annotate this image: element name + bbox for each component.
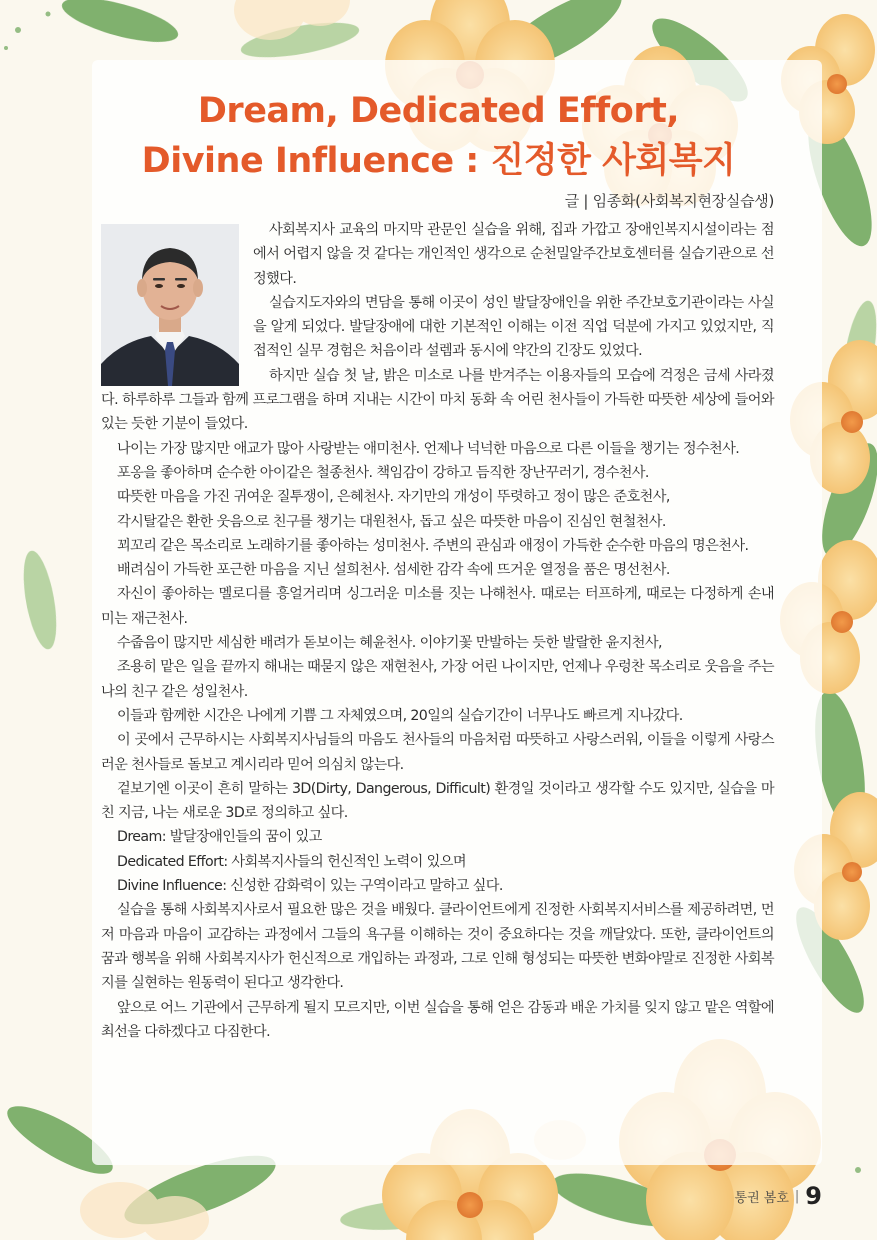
paragraph: 각시탈같은 환한 웃음으로 친구를 챙기는 대원천사, 돕고 싶은 따뜻한 마음이 진심인 현철천사.: [117, 513, 666, 530]
paragraph: 수줍음이 많지만 세심한 배려가 돋보이는 혜윤천사. 이야기꽃 만발하는 듯한 발랄한 윤지천사,: [117, 635, 662, 652]
article-body: [101, 218, 774, 1044]
paragraph: 조용히 맡은 일을 끝까지 해내는 때묻지 않은 재현천사, 가장 어린 나이지만, 언제나 우렁찬 목소리로 웃음을 주는 나의 친구 같은 성일천사.: [101, 659, 774, 700]
paragraph: 꾀꼬리 같은 목소리로 노래하기를 좋아하는 성미천사. 주변의 관심과 애정이 가득한 순수한 마음의 명은천사.: [117, 537, 749, 554]
page-number: 9: [805, 1182, 822, 1210]
article-title: [0, 86, 877, 186]
paragraph: 겉보기엔 이곳이 흔히 말하는 3D(Dirty, Dangerous, Difficult) 환경일 것이라고 생각할 수도 있지만, 실습을 마친 지금, 나는 새로운 3D로 정의하고 싶다.: [101, 780, 774, 822]
page-footer: [735, 1182, 822, 1210]
paragraph: 앞으로 어느 기관에서 근무하게 될지 모르지만, 이번 실습을 통해 얻은 감동과 배운 가치를 잊지 않고 맡은 역할에 최선을 다하겠다고 다짐한다.: [101, 999, 774, 1040]
title-line-2: Divine Influence : 진정한 사회복지: [141, 141, 736, 181]
paragraph: 하지만 실습 첫 날, 밝은 미소로 나를 반겨주는 이용자들의 모습에 걱정은 금세 사라졌다. 하루하루 그들과 함께 프로그램을 하며 지내는 시간이 마치 동화 속 어린 천사들이 가득한 따뜻한 세상에 들어와 있는 듯한 기분이 들었다.: [101, 367, 774, 433]
paragraph: 사회복지사 교육의 마지막 관문인 실습을 위해, 집과 가깝고 장애인복지시설이라는 점에서 어렵지 않을 것 같다는 개인적인 생각으로 순천밀알주간보호센터를 실습기관으로 선정했다.: [253, 222, 774, 287]
paragraph: 이 곳에서 근무하시는 사회복지사님들의 마음도 천사들의 마음처럼 따뜻하고 사랑스러워, 이들을 이렇게 사랑스러운 천사들로 돌보고 계시리라 믿어 의심치 않는다.: [101, 732, 774, 773]
paragraph: 배려심이 가득한 포근한 마음을 지닌 설희천사. 섬세한 감각 속에 뜨거운 열정을 품은 명선천사.: [117, 562, 670, 579]
paragraph: 실습을 통해 사회복지사로서 필요한 많은 것을 배웠다. 클라이언트에게 진정한 사회복지서비스를 제공하려면, 먼저 마음과 마음이 교감하는 과정에서 그들의 욕구를 이해하는 것이 중요하다는 것을 깨달았다. 또한, 클라이언트의 꿈과 행복을 위해 사회복지사가 헌신적으로 개입하는 과정과, 그로 인해 형성되는 따뜻한 변화야말로 진정한 사회복지를 실현하는 원동력이 된다고 생각한다.: [101, 902, 774, 992]
byline: 글 | 임종화(사회복지현장실습생): [564, 192, 774, 210]
paragraph: Dream: 발달장애인들의 꿈이 있고: [117, 829, 322, 846]
paragraph: Dedicated Effort: 사회복지사들의 헌신적인 노력이 있으며: [117, 853, 466, 870]
paragraph: 자신이 좋아하는 멜로디를 흥얼거리며 싱그러운 미소를 짓는 나해천사. 때로는 터프하게, 때로는 다정하게 손내미는 재근천사.: [101, 586, 774, 627]
title-line-1: Dream, Dedicated Effort,: [197, 91, 680, 131]
paragraph: Divine Influence: 신성한 감화력이 있는 구역이라고 말하고 싶다.: [117, 878, 503, 895]
paragraph: 나이는 가장 많지만 애교가 많아 사랑받는 애미천사. 언제나 넉넉한 마음으로 다른 이들을 챙기는 정수천사.: [117, 440, 740, 457]
publication-name: 통권 봄호: [734, 1190, 789, 1206]
paragraph: 실습지도자와의 면담을 통해 이곳이 성인 발달장애인을 위한 주간보호기관이라는 사실을 알게 되었다. 발달장애에 대한 기본적인 이해는 이전 직업 덕분에 가지고 있었지만, 직접적인 실무 경험은 처음이라 설렘과 동시에 약간의 긴장도 있었다.: [253, 294, 774, 360]
paragraph: 따뜻한 마음을 가진 귀여운 질투쟁이, 은혜천사. 자기만의 개성이 뚜렷하고 정이 많은 준호천사,: [117, 489, 670, 506]
footer-separator: |: [794, 1188, 800, 1204]
paragraph: 포옹을 좋아하며 순수한 아이같은 철종천사. 책임감이 강하고 듬직한 장난꾸러기, 경수천사.: [117, 464, 649, 481]
paragraph: 이들과 함께한 시간은 나에게 기쁨 그 자체였으며, 20일의 실습기간이 너무나도 빠르게 지나갔다.: [117, 707, 683, 724]
